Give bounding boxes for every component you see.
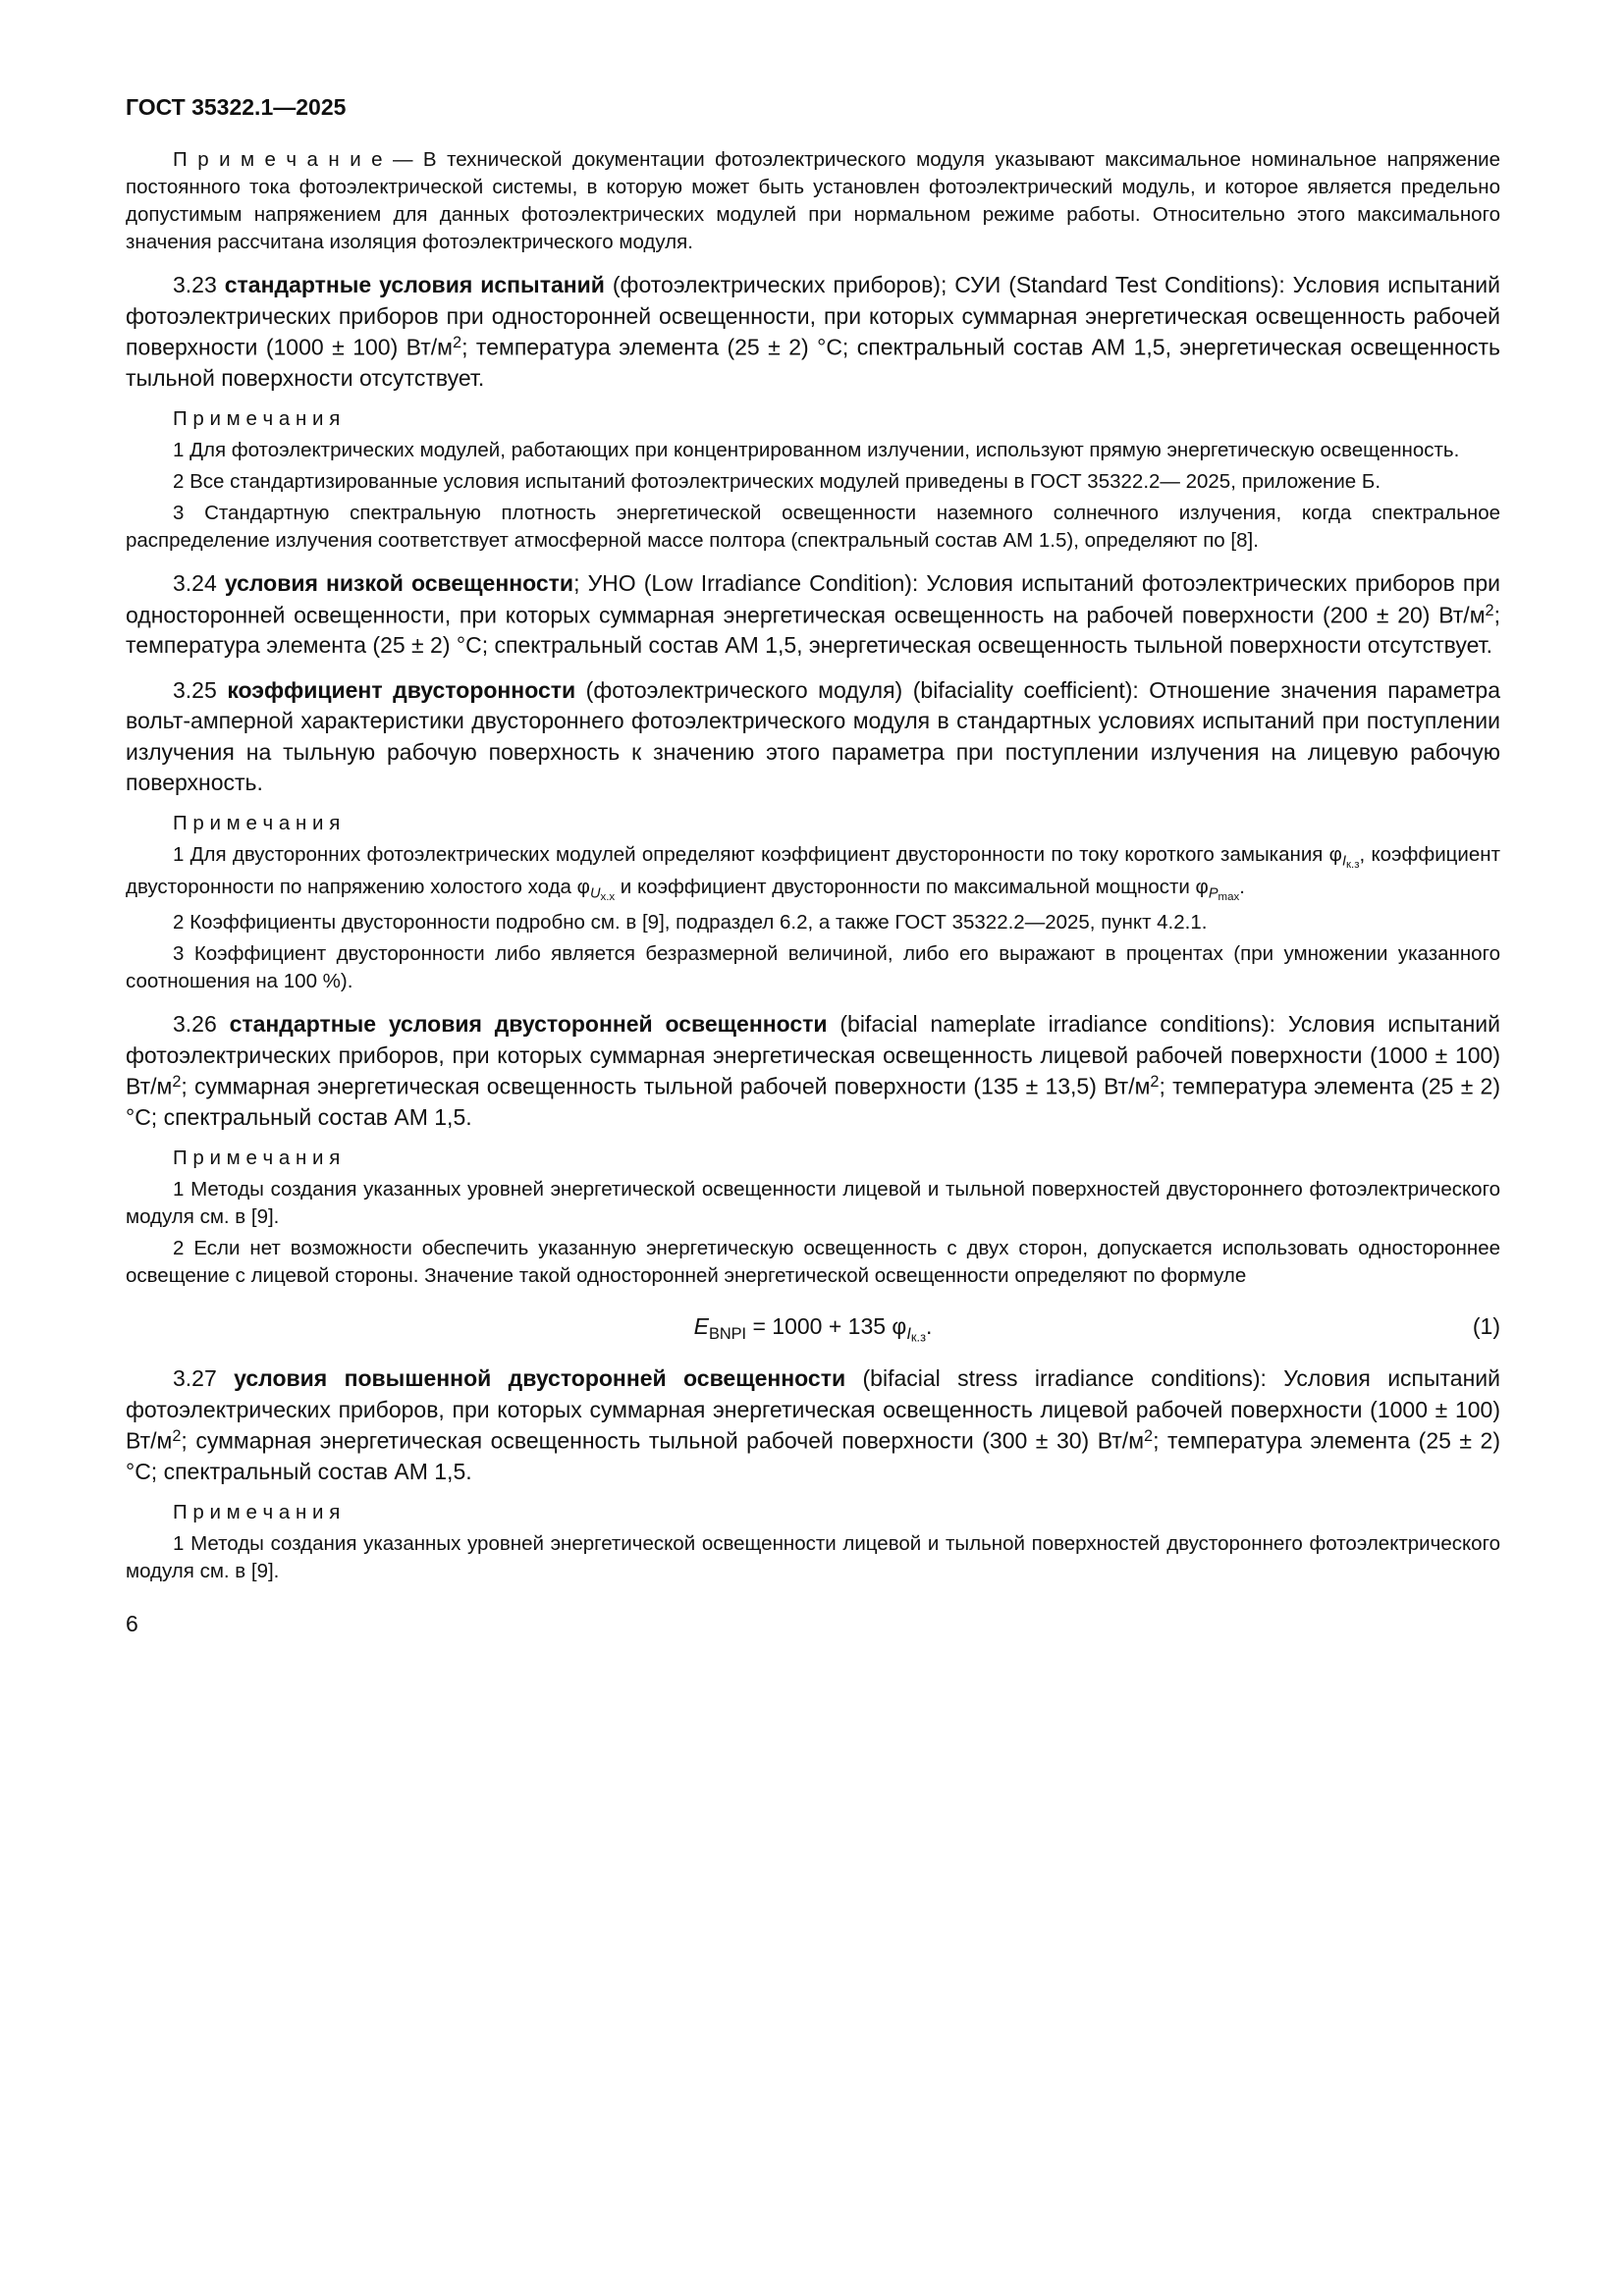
text-run: 2 [172,1427,182,1446]
term [126,675,1500,799]
page-number: 6 [126,1611,138,1637]
text-run: условия низкой освещенности [224,570,574,597]
text-run: (bifacial nameplate irradiance conditions): Условия испытаний фотоэлектрических приборов, при которых суммарная энергетическая освещенность лицевой рабочей поверхности (1000 ± 100) Вт/м [126,1011,1500,1099]
term [126,270,1500,394]
text-run: (фотоэлектрических приборов); СУИ (Standard Test Conditions): Условия испытаний фотоэлектрических приборов при односторонней освещенности, при которых суммарная энергетическая освещенность рабочей поверхности (1000 ± 100) Вт/м [126,272,1501,360]
text-run: (фотоэлектрического модуля) (bifaciality coefficient): Отношение значения параметра вольт-амперной характеристики двустороннего фотоэлектрического модуля в стандартных условиях испытаний при поступлении излучения на тыльную рабочую поверхность к значению этого параметра при поступлении излучения на лицевую рабочую поверхность. [126,676,1500,796]
term [126,1363,1500,1487]
text-run: 1 Для фотоэлектрических модулей, работающих при концентрированном излучении, используют прямую энергетическую освещенность. [173,438,1460,461]
term [126,1009,1500,1133]
text-run: к.з [910,1329,927,1345]
text-run: П р и м е ч а н и я [173,1146,341,1169]
text-run: х.х [600,890,616,903]
text-run: ; суммарная энергетическая освещенность тыльной рабочей поверхности (135 ± 13,5) Вт/м [181,1073,1151,1099]
text-run: I [1341,853,1346,870]
text-run: П р и м е ч а н и я [173,406,341,430]
note-item [126,1530,1500,1585]
text-run: . [926,1313,933,1340]
note-item [126,1235,1500,1290]
text-run: (bifacial stress irradiance conditions): Условия испытаний фотоэлектрических приборов, при которых суммарная энергетическая освещенность лицевой рабочей поверхности (1000 ± 100) Вт/м [126,1365,1500,1454]
text-run: 2 [1150,1073,1160,1092]
formula-number: (1) [1472,1313,1500,1340]
text-run: ; температура элемента (25 ± 2) °С; спектральный состав АМ 1,5. [126,1073,1500,1131]
term [126,568,1500,662]
text-run: 2 [453,334,462,352]
note-item [126,940,1500,995]
text-run: . [1239,875,1245,898]
note-item [126,1176,1500,1231]
text-run: ; суммарная энергетическая освещенность тыльной рабочей поверхности (300 ± 30) Вт/м [181,1427,1145,1454]
document-blocks [126,146,1500,1585]
notes-header [126,810,1500,837]
formula-body [693,1313,933,1345]
text-run: U [589,884,601,901]
text-run: E [693,1313,709,1340]
text-run: П р и м е ч а н и я [173,811,341,834]
text-run: ; температура элемента (25 ± 2) °С; спектральный состав АМ 1,5, энергетическая освещенность тыльной поверхности отсутствует. [126,334,1500,392]
text-run: 2 Коэффициенты двусторонности подробно см. в [9], подраздел 6.2, а также ГОСТ 35322.2—2025, пункт 4.2.1. [173,911,1208,934]
note-item [126,909,1500,936]
text-run: стандартные условия двусторонней освещенности [229,1011,828,1038]
notes-header [126,1499,1500,1526]
text-run: 3.25 [173,676,228,703]
notes-header [126,1145,1500,1172]
notes-header [126,405,1500,433]
text-run: max [1218,890,1240,903]
text-run: 3.24 [173,570,225,597]
text-run: 2 Все стандартизированные условия испытаний фотоэлектрических модулей приведены в ГОСТ 35322.2— 2025, приложение Б. [173,469,1381,493]
text-run: П р и м е ч а н и я [173,1500,341,1523]
text-run: 2 Если нет возможности обеспечить указанную энергетическую освещенность с двух сторон, допускается использовать одностороннее освещение с лицевой стороны. Значение такой односторонней энергетической освещенности определяют по формуле [126,1236,1500,1288]
note-item [126,437,1500,464]
text-run: 3.27 [173,1365,235,1392]
formula [126,1311,1500,1346]
text-run: 2 [1144,1427,1154,1446]
text-run: 3.26 [173,1011,230,1038]
text-run: I [906,1325,911,1344]
text-run: P [1208,884,1218,901]
text-run: 1 Методы создания указанных уровней энергетической освещенности лицевой и тыльной поверхностей двустороннего фотоэлектрического модуля см. в [9]. [126,1177,1500,1228]
text-run: ; температура элемента (25 ± 2) °С; спектральный состав АМ 1,5, энергетическая освещенность тыльной поверхности отсутствует. [126,601,1500,659]
text-run: 2 [172,1073,182,1092]
text-run: 3 Стандартную спектральную плотность энергетической освещенности наземного солнечного излучения, когда спектральное распределение излучения соответствует атмосферной массе полтора (спектральный состав АМ 1.5), определяют по [8]. [126,501,1500,552]
text-run: 2 [1485,601,1494,619]
text-run: 3.23 [173,272,225,298]
page-header: ГОСТ 35322.1—2025 [126,94,347,120]
text-run: к.з [1346,858,1360,871]
note-item [126,841,1500,905]
text-run: коэффициент двусторонности [227,676,576,703]
note-inline [126,146,1500,256]
note-item [126,468,1500,496]
note-item [126,500,1500,555]
text-run: = 1000 + 135 φ [746,1313,907,1340]
text-run: П р и м е ч а н и е — В технической документации фотоэлектрического модуля указывают максимальное номинальное напряжение постоянного тока фотоэлектрической системы, в которую может быть установлен фотоэлектрический модуль, и которое является предельно допустимым напряжением для данных фотоэлектрических модулей при нормальном режиме работы. Относительно этого максимального значения рассчитана изоляция фотоэлектрического модуля. [126,148,1500,254]
text-run: ; УНО (Low Irradiance Condition): Условия испытаний фотоэлектрических приборов при односторонней освещенности, при которых суммарная энергетическая освещенность на рабочей поверхности (200 ± 20) Вт/м [126,570,1500,627]
text-run: BNPI [708,1325,747,1344]
text-run: ; температура элемента (25 ± 2) °С; спектральный состав АМ 1,5. [126,1427,1500,1485]
text-run: стандартные условия испытаний [224,272,605,298]
text-run: 1 Методы создания указанных уровней энергетической освещенности лицевой и тыльной поверхностей двустороннего фотоэлектрического модуля см. в [9]. [126,1531,1500,1582]
text-run: , коэффициент двусторонности по напряжению холостого хода φ [126,842,1500,898]
text-run: 3 Коэффициент двусторонности либо является безразмерной величиной, либо его выражают в процентах (при умножении указанного соотношения на 100 %). [126,942,1500,993]
text-run: и коэффициент двусторонности по максимальной мощности φ [615,875,1209,898]
text-run: 1 Для двусторонних фотоэлектрических модулей определяют коэффициент двусторонности по току короткого замыкания φ [173,842,1342,866]
text-run: условия повышенной двусторонней освещенности [234,1365,846,1392]
